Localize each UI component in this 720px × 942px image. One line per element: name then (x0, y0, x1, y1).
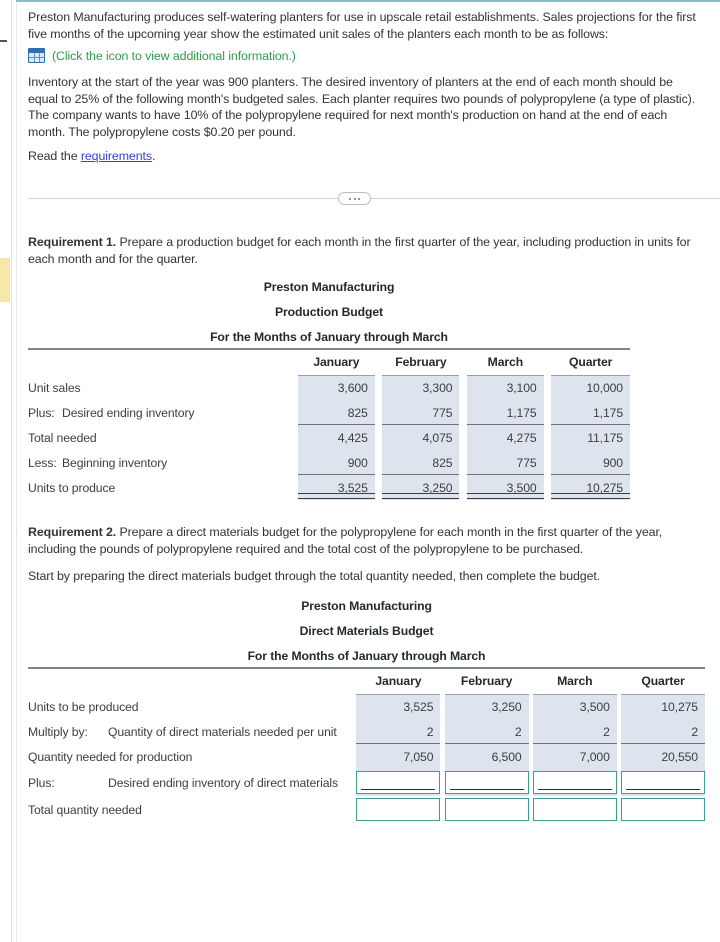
stmt2-row0-label: Units to be produced (28, 699, 139, 714)
stmt2-row0-feb: 3,250 (445, 694, 529, 719)
side-scroll-mark (0, 40, 7, 42)
stmt1-row0-qtr: 10,000 (551, 375, 630, 400)
stmt2-header-row (28, 669, 705, 694)
table-grid-icon[interactable] (28, 48, 45, 63)
requirement-2-text (28, 524, 704, 557)
stmt1-row1-mar: 1,175 (467, 400, 543, 425)
stmt2-row1-jan: 2 (356, 719, 440, 744)
table-row (28, 719, 705, 744)
stmt2-row4-qtr-cell (621, 796, 705, 823)
stmt1-row4-feb: 3,250 (382, 475, 459, 500)
table-row (28, 796, 705, 823)
table-row (28, 400, 630, 425)
stmt1-company: Preston Manufacturing (263, 280, 395, 294)
stmt1-row1-jan: 825 (298, 400, 375, 425)
side-highlight-tab[interactable] (0, 258, 10, 302)
direct-materials-statement (28, 599, 705, 823)
input-ending-inventory-march[interactable] (533, 771, 617, 794)
stmt1-row1-qtr: 1,175 (551, 400, 630, 425)
content-left-border (16, 2, 17, 942)
stmt1-row1-feb: 775 (382, 400, 459, 425)
stmt2-row0-jan: 3,525 (356, 694, 440, 719)
intro-paragraph: Preston Manufacturing produces self-watering planters for use in upscale retail establishments. Sales projections for the first five months of the upcoming year show the estimated unit sales of the planters each month to be as follows: (28, 10, 696, 41)
stmt1-row3-feb: 825 (382, 450, 459, 475)
stmt1-header-blank (28, 350, 290, 375)
stmt2-table (28, 669, 705, 823)
input-total-quantity-quarter[interactable] (621, 798, 705, 821)
read-prefix: Read the (28, 149, 81, 163)
stmt1-row4-mar: 3,500 (467, 475, 543, 500)
requirement-2-body: Prepare a direct materials budget for the polypropylene for each month in the first quarter of the year, including the pounds of polypropylene required and the total cost of the polypropylene to be purchased. (28, 525, 663, 556)
stmt2-col-february: February (445, 669, 529, 694)
stmt2-row0-mar: 3,500 (533, 694, 617, 719)
stmt1-row4-qtr: 10,275 (551, 475, 630, 500)
stmt2-title: Direct Materials Budget (299, 624, 434, 638)
stmt2-row4-label: Total quantity needed (28, 802, 142, 817)
requirement-1-text (28, 234, 704, 267)
stmt2-col-march: March (533, 669, 617, 694)
detail-paragraph: Inventory at the start of the year was 900 planters. The desired inventory of planters at the end of each month should be equal to 25% of the following month's budgeted sales. Each planter requires two pounds of polypropylene (a type of plastic). The company wants to have 10% of the polypropylene required for next month's production on hand at the end of each month. The polypropylene costs $0.20 per pound. (28, 75, 696, 139)
stmt2-row2-qtr: 20,550 (621, 744, 705, 769)
stmt1-row1-label: Plus: Desired ending inventory (28, 405, 195, 420)
stmt1-row0-mar: 3,100 (467, 375, 543, 400)
stmt1-row0-jan: 3,600 (298, 375, 375, 400)
stmt1-row4-jan: 3,525 (298, 475, 375, 500)
stmt2-row1-qtr: 2 (621, 719, 705, 744)
stmt2-row2-label: Quantity needed for production (28, 749, 193, 764)
stmt2-row1-label: Multiply by: Quantity of direct materials needed per unit (28, 724, 337, 739)
stmt1-row2-mar: 4,275 (467, 425, 543, 450)
stmt1-col-february: February (382, 350, 459, 375)
stmt2-period: For the Months of January through March (247, 649, 486, 663)
input-total-quantity-february[interactable] (445, 798, 529, 821)
stmt1-row2-jan: 4,425 (298, 425, 375, 450)
input-ending-inventory-january[interactable] (356, 771, 440, 794)
stmt1-period: For the Months of January through March (210, 330, 448, 344)
requirements-link[interactable]: requirements (80, 149, 152, 163)
stmt2-company: Preston Manufacturing (301, 599, 432, 613)
stmt2-col-quarter: Quarter (621, 669, 705, 694)
stmt2-header-blank (28, 669, 352, 694)
stmt1-row3-qtr: 900 (551, 450, 630, 475)
stmt2-col-january: January (356, 669, 440, 694)
stmt2-row3-feb-cell (445, 769, 529, 796)
stmt1-row4-label: Units to produce (28, 480, 116, 495)
stmt2-row4-mar-cell (533, 796, 617, 823)
stmt1-row0-feb: 3,300 (382, 375, 459, 400)
stmt1-row3-label: Less: Beginning inventory (28, 455, 168, 470)
stmt2-row4-jan-cell (356, 796, 440, 823)
production-budget-statement (28, 280, 630, 500)
stmt2-row1-mar: 2 (533, 719, 617, 744)
table-row (28, 475, 630, 500)
read-requirements-line (28, 148, 428, 165)
stmt2-row0-qtr: 10,275 (621, 694, 705, 719)
stmt2-row3-label: Plus: Desired ending inventory of direct materials (28, 775, 338, 790)
top-accent-rule (16, 0, 720, 2)
stmt2-row3-mar-cell (533, 769, 617, 796)
input-total-quantity-january[interactable] (356, 798, 440, 821)
table-row (28, 744, 705, 769)
stmt2-row2-feb: 6,500 (445, 744, 529, 769)
stmt2-row2-mar: 7,000 (533, 744, 617, 769)
input-total-quantity-march[interactable] (533, 798, 617, 821)
input-ending-inventory-quarter[interactable] (621, 771, 705, 794)
requirement-1-label: Requirement 1. (28, 235, 117, 249)
stmt1-row3-mar: 775 (467, 450, 543, 475)
table-row (28, 769, 705, 796)
table-row (28, 694, 705, 719)
stmt2-row4-feb-cell (445, 796, 529, 823)
stmt1-col-quarter: Quarter (551, 350, 630, 375)
input-ending-inventory-february[interactable] (445, 771, 529, 794)
left-gutter-line (11, 0, 12, 942)
read-suffix: . (151, 149, 156, 163)
stmt2-row1-feb: 2 (445, 719, 529, 744)
table-row (28, 425, 630, 450)
table-row (28, 450, 630, 475)
stmt1-col-january: January (298, 350, 375, 375)
stmt1-row3-jan: 900 (298, 450, 375, 475)
additional-info-line[interactable] (28, 48, 296, 63)
stmt1-title: Production Budget (275, 305, 383, 319)
section-divider (28, 192, 720, 206)
stmt1-row2-feb: 4,075 (382, 425, 459, 450)
additional-info-label: (Click the icon to view additional information.) (52, 48, 296, 63)
stmt1-row2-label: Total needed (28, 430, 97, 445)
expand-dots-button[interactable] (338, 192, 371, 205)
requirement-2-hint: Start by preparing the direct materials budget through the total quantity needed, then complete the budget. (28, 569, 601, 583)
requirement-2-label: Requirement 2. (28, 525, 117, 539)
stmt2-row2-jan: 7,050 (356, 744, 440, 769)
stmt1-row2-qtr: 11,175 (551, 425, 630, 450)
stmt1-row0-label: Unit sales (28, 380, 81, 395)
table-row (28, 375, 630, 400)
stmt2-row3-jan-cell (356, 769, 440, 796)
stmt1-col-march: March (467, 350, 543, 375)
stmt2-row3-qtr-cell (621, 769, 705, 796)
stmt1-header-row (28, 350, 630, 375)
stmt1-table (28, 350, 630, 500)
requirement-1-body: Prepare a production budget for each month in the first quarter of the year, including production in units for each month and for the quarter. (28, 235, 691, 266)
